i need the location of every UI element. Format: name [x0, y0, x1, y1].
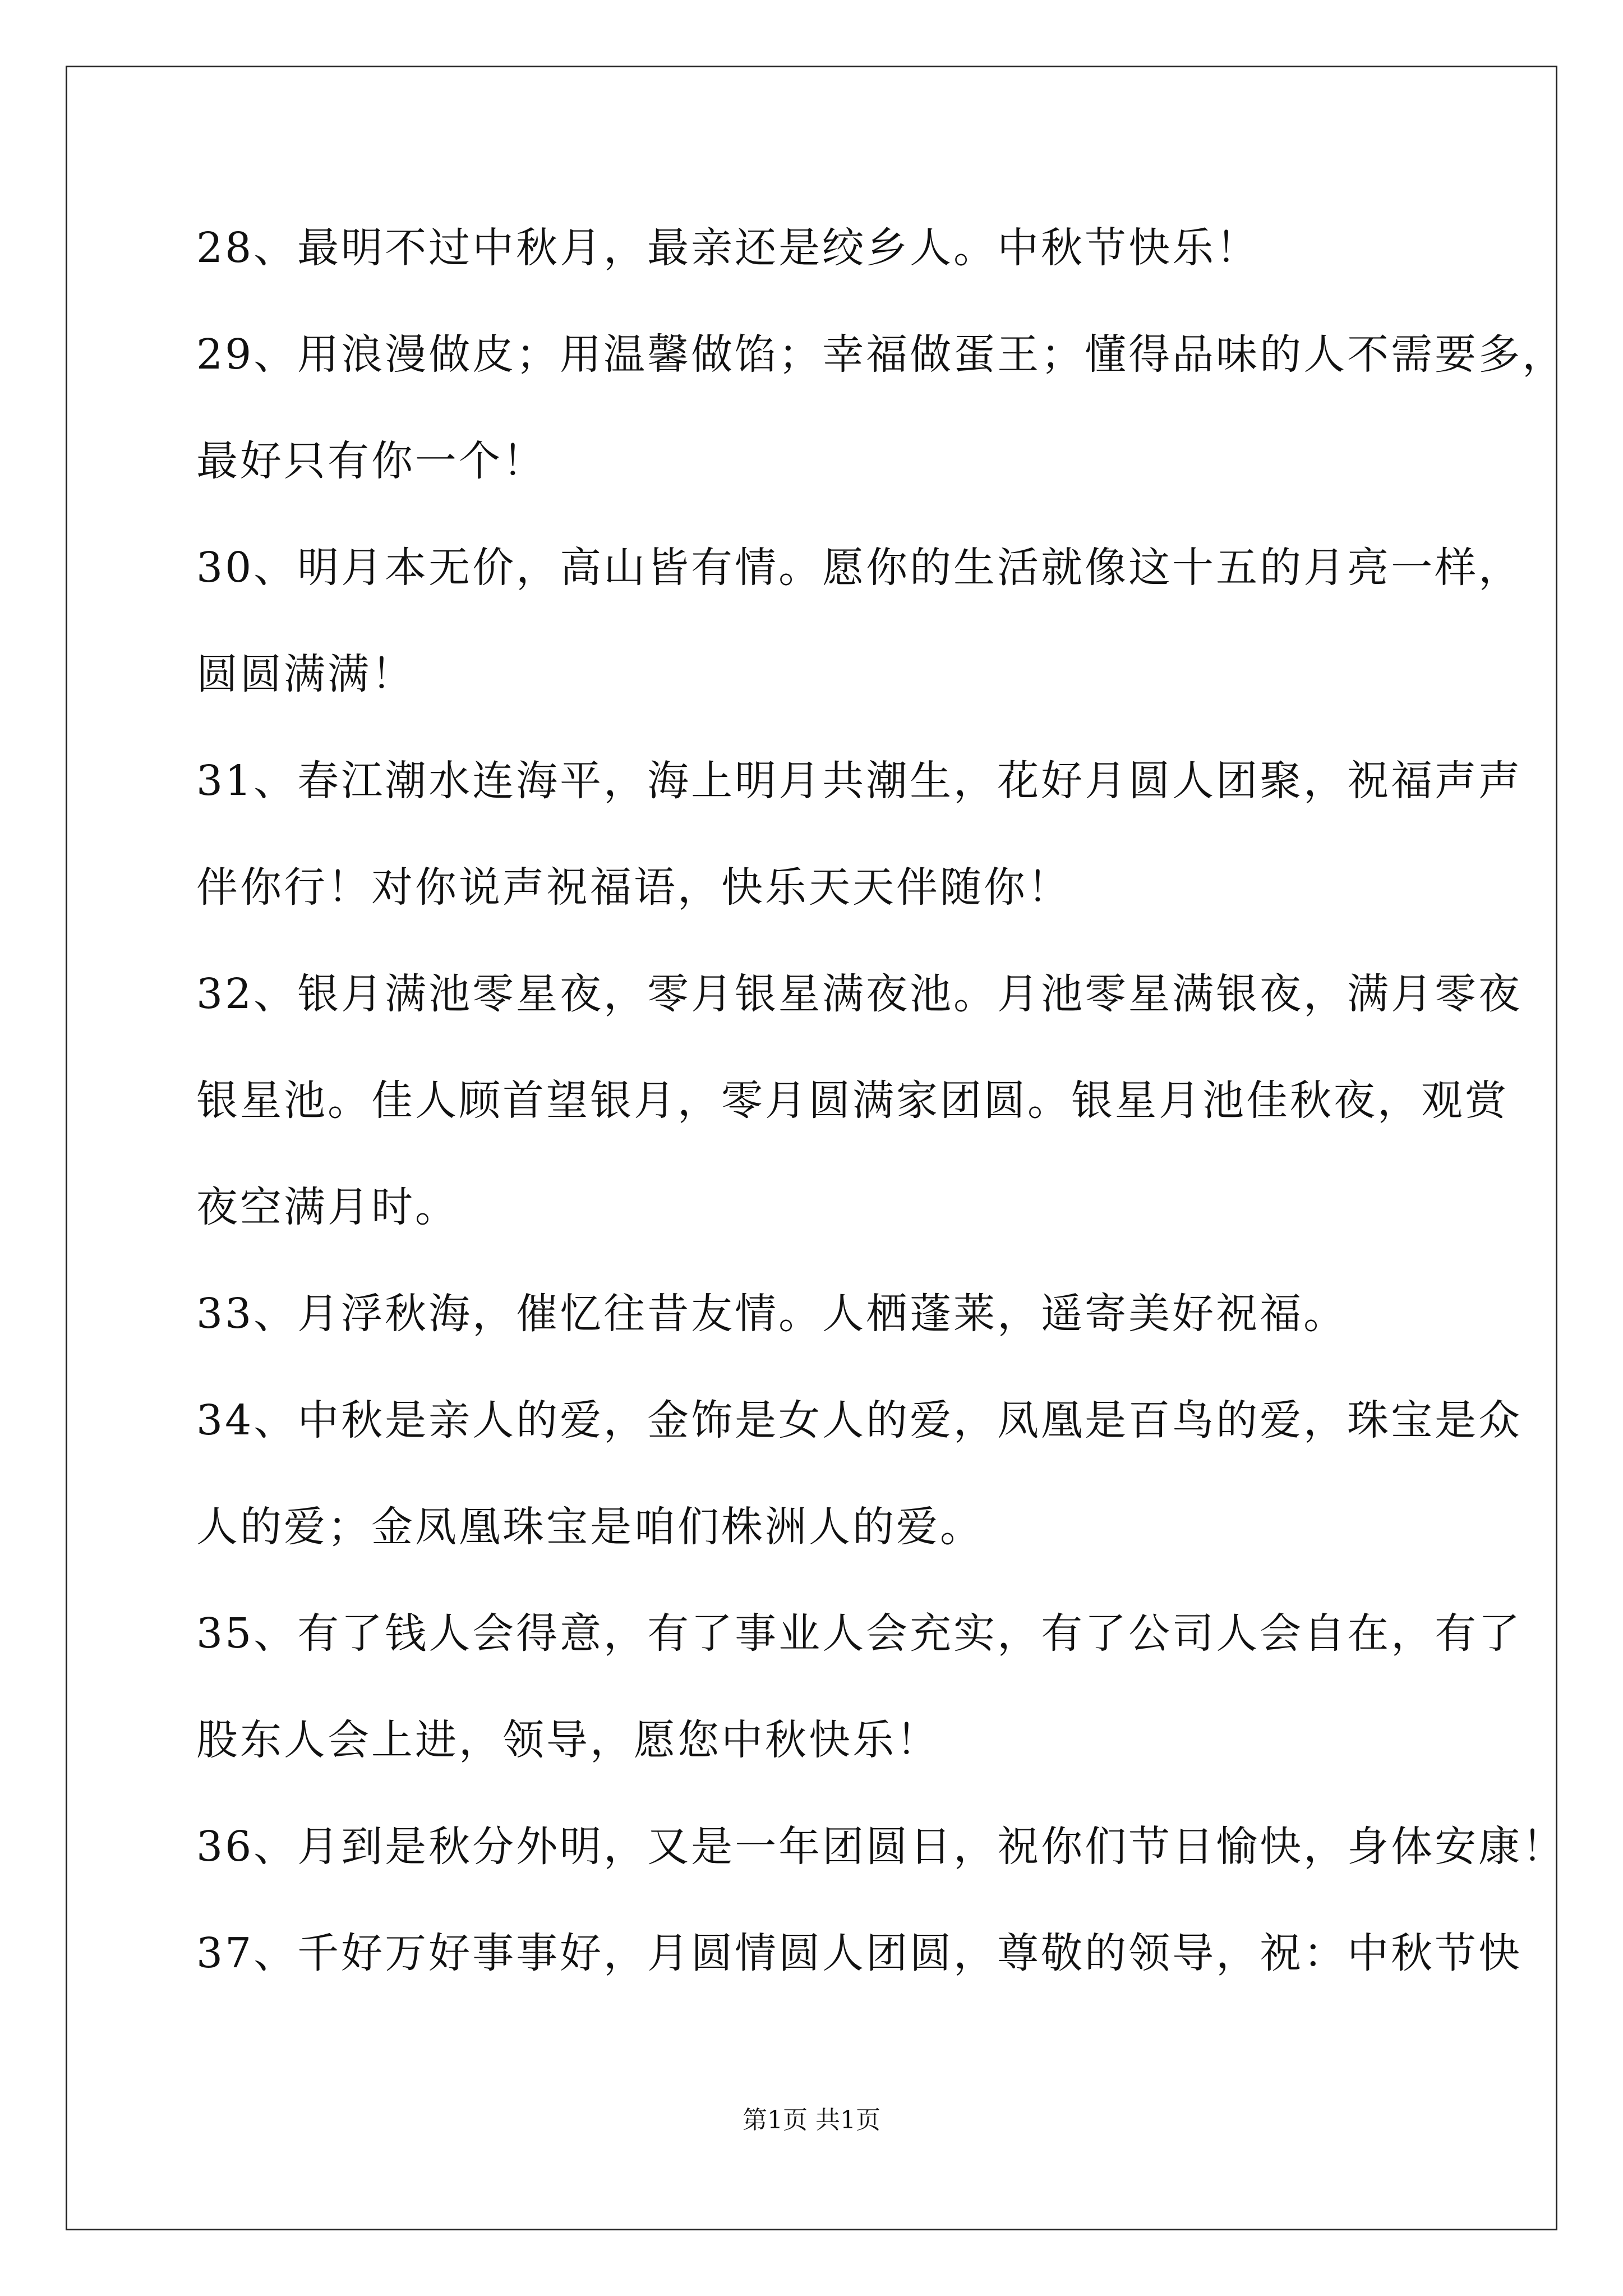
- text-line: 35、有了钱人会得意，有了事业人会充实，有了公司人会自在，有了: [196, 1609, 1523, 1658]
- page-border: [66, 66, 1557, 2230]
- text-line: 股东人会上进，领导，愿您中秋快乐！: [196, 1716, 940, 1764]
- text-line: 30、明月本无价，高山皆有情。愿你的生活就像这十五的月亮一样，: [196, 544, 1523, 592]
- text-line: 银星池。佳人顾首望银月，零月圆满家团圆。银星月池佳秋夜，观赏: [196, 1076, 1509, 1125]
- text-line: 人的爱；金凤凰珠宝是咱们株洲人的爱。: [196, 1503, 984, 1551]
- text-line: 32、银月满池零星夜，零月银星满夜池。月池零星满银夜，满月零夜: [196, 970, 1523, 1018]
- text-line: 最好只有你一个！: [196, 437, 546, 485]
- text-line: 33、月浮秋海，催忆往昔友情。人栖蓬莱，遥寄美好祝福。: [196, 1290, 1348, 1338]
- text-line: 31、春江潮水连海平，海上明月共潮生，花好月圆人团聚，祝福声声: [196, 757, 1523, 805]
- text-line: 37、千好万好事事好，月圆情圆人团圆，尊敬的领导，祝：中秋节快: [196, 1929, 1523, 1977]
- page-footer: 第1页 共1页: [743, 2106, 880, 2134]
- text-line: 29、用浪漫做皮；用温馨做馅；幸福做蛋王；懂得品味的人不需要多，: [196, 330, 1566, 379]
- text-line: 圆圆满满！: [196, 650, 415, 698]
- text-line: 34、中秋是亲人的爱，金饰是女人的爱，凤凰是百鸟的爱，珠宝是众: [196, 1396, 1523, 1444]
- text-line: 伴你行！对你说声祝福语，快乐天天伴随你！: [196, 863, 1071, 912]
- text-line: 36、月到是秋分外明，又是一年团圆日，祝你们节日愉快，身体安康！: [196, 1823, 1566, 1871]
- text-line: 夜空满月时。: [196, 1183, 459, 1231]
- text-line: 28、最明不过中秋月，最亲还是绞乡人。中秋节快乐！: [196, 224, 1260, 272]
